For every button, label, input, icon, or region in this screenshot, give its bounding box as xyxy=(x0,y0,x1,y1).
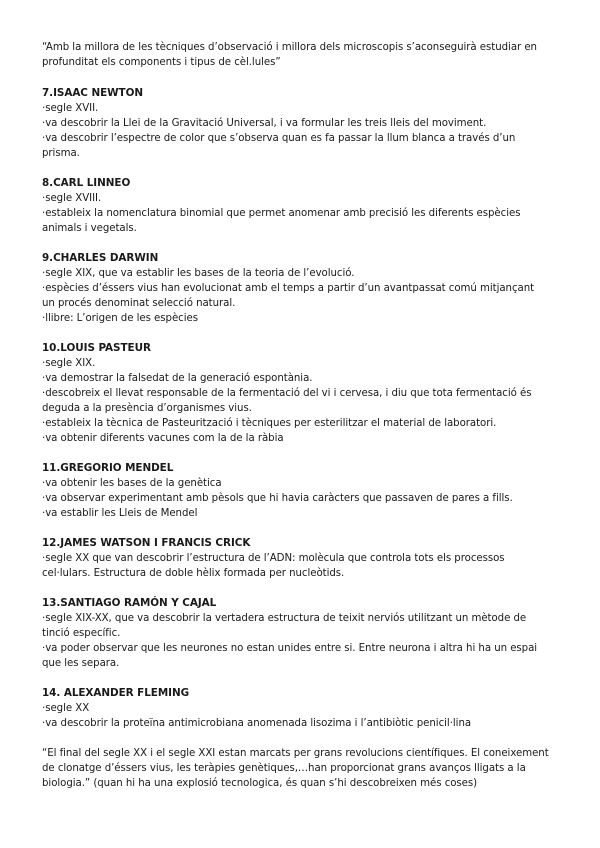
section-line: ·segle XIX-XX, que va descobrir la vertadera estructura de teixit nerviós utilitzant un mètode de tinció específic. xyxy=(42,613,527,639)
section-7 xyxy=(42,596,550,671)
section-title: 11.GREGORIO MENDEL xyxy=(42,462,174,474)
section-title: 8.CARL LINNEO xyxy=(42,177,131,189)
section-line: ·segle XVIII. xyxy=(42,193,102,204)
section-line: ·segle XIX. xyxy=(42,358,96,369)
sections-list xyxy=(42,86,550,731)
section-line: ·llibre: L’origen de les espècies xyxy=(42,313,198,324)
section-line: ·descobreix el llevat responsable de la fermentació del vi i cervesa, i diu que tota fermentació és deguda a la presència d’organismes vius. xyxy=(42,388,532,414)
section-line: ·segle XX xyxy=(42,703,90,714)
section-title: 13.SANTIAGO RAMÓN Y CAJAL xyxy=(42,597,217,609)
section-5 xyxy=(42,461,550,521)
section-1 xyxy=(42,86,550,161)
section-6 xyxy=(42,536,550,581)
section-line: ·va obtenir les bases de la genètica xyxy=(42,478,222,489)
section-3 xyxy=(42,251,550,326)
section-title: 14. ALEXANDER FLEMING xyxy=(42,687,190,699)
section-line: ·espècies d’éssers vius han evolucionat amb el temps a partir d’un avantpassat comú mitjançant un procés denominat selecció natural. xyxy=(42,283,535,309)
section-line: ·segle XX que van descobrir l’estructura de l’ADN: molècula que controla tots els processos cel·lulars. Estructura de doble hèlix formada per nucleòtids. xyxy=(42,553,505,579)
section-line: ·va descobrir la proteïna antimicrobiana anomenada lisozima i l’antibiòtic penicil·lina xyxy=(42,718,472,729)
section-line: ·segle XVII. xyxy=(42,103,99,114)
section-title: 9.CHARLES DARWIN xyxy=(42,252,159,264)
section-title: 12.JAMES WATSON I FRANCIS CRICK xyxy=(42,537,251,549)
section-line: ·va demostrar la falsedat de la generació espontània. xyxy=(42,373,313,384)
section-line: ·estableix la nomenclatura binomial que permet anomenar amb precisió les diferents espècies animals i vegetals. xyxy=(42,208,521,234)
closing-quote: “El final del segle XX i el segle XXI estan marcats per grans revolucions científiques. El coneixement de clonatge d’éssers vius, les teràpies genètiques,…han proporcionat grans avanços lligats a la biologia.” (quan hi ha una explosió tecnologica, és quan s’hi descobreixen més coses) xyxy=(42,748,549,789)
section-line: ·segle XIX, que va establir les bases de la teoria de l’evolució. xyxy=(42,268,355,279)
section-line: ·va obtenir diferents vacunes com la de la ràbia xyxy=(42,433,284,444)
section-line: ·estableix la tècnica de Pasteurització i tècniques per esterilitzar el material de laboratori. xyxy=(42,418,497,429)
section-4 xyxy=(42,341,550,446)
section-line: ·va establir les Lleis de Mendel xyxy=(42,508,198,519)
section-8 xyxy=(42,686,550,731)
section-line: ·va descobrir l’espectre de color que s’observa quan es fa passar la llum blanca a través d’un prisma. xyxy=(42,133,516,159)
section-title: 7.ISAAC NEWTON xyxy=(42,87,144,99)
intro-quote: “Amb la millora de les tècniques d’observació i millora dels microscopis s’aconseguirà estudiar en profunditat els components i tipus de cèl.lules” xyxy=(42,42,537,68)
section-line: ·va descobrir la Llei de la Gravitació Universal, i va formular les treis lleis del moviment. xyxy=(42,118,487,129)
section-line: ·va observar experimentant amb pèsols que hi havia caràcters que passaven de pares a fills. xyxy=(42,493,513,504)
section-line: ·va poder observar que les neurones no estan unides entre si. Entre neurona i altra hi ha un espai que les separa. xyxy=(42,643,538,669)
section-title: 10.LOUIS PASTEUR xyxy=(42,342,151,354)
section-2 xyxy=(42,176,550,236)
